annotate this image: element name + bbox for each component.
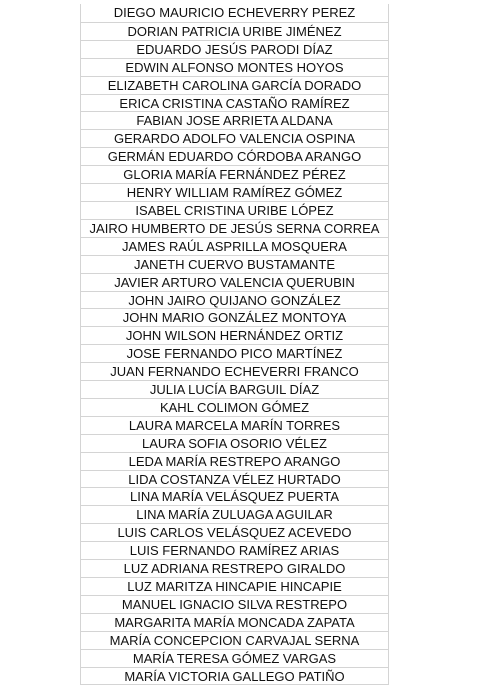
name-row: EDUARDO JESÚS PARODI DÍAZ — [81, 40, 388, 58]
name-row: GERMÁN EDUARDO CÓRDOBA ARANGO — [81, 147, 388, 165]
name-list — [80, 4, 389, 685]
name-row: MARÍA CONCEPCION CARVAJAL SERNA — [81, 631, 388, 649]
name-row: JUAN FERNANDO ECHEVERRI FRANCO — [81, 362, 388, 380]
name-row: LUIS FERNANDO RAMÍREZ ARIAS — [81, 541, 388, 559]
name-row: LAURA MARCELA MARÍN TORRES — [81, 416, 388, 434]
name-row: FABIAN JOSE ARRIETA ALDANA — [81, 111, 388, 129]
name-row: KAHL COLIMON GÓMEZ — [81, 398, 388, 416]
name-row: JANETH CUERVO BUSTAMANTE — [81, 255, 388, 273]
name-row: LIDA COSTANZA VÉLEZ HURTADO — [81, 470, 388, 488]
name-row: MARÍA TERESA GÓMEZ VARGAS — [81, 649, 388, 667]
name-row: JOHN MARIO GONZÁLEZ MONTOYA — [81, 308, 388, 326]
name-row: JOHN WILSON HERNÁNDEZ ORTIZ — [81, 326, 388, 344]
name-row: LUIS CARLOS VELÁSQUEZ ACEVEDO — [81, 523, 388, 541]
name-row: LUZ MARITZA HINCAPIE HINCAPIE — [81, 577, 388, 595]
name-row: GLORIA MARÍA FERNÁNDEZ PÉREZ — [81, 165, 388, 183]
name-row: LINA MARÍA ZULUAGA AGUILAR — [81, 505, 388, 523]
name-row: MARGARITA MARÍA MONCADA ZAPATA — [81, 613, 388, 631]
name-row: JAIRO HUMBERTO DE JESÚS SERNA CORREA — [81, 219, 388, 237]
name-row: ERICA CRISTINA CASTAÑO RAMÍREZ — [81, 94, 388, 112]
name-row: MANUEL IGNACIO SILVA RESTREPO — [81, 595, 388, 613]
name-row: DORIAN PATRICIA URIBE JIMÉNEZ — [81, 22, 388, 40]
name-row: GERARDO ADOLFO VALENCIA OSPINA — [81, 129, 388, 147]
name-row: EDWIN ALFONSO MONTES HOYOS — [81, 58, 388, 76]
name-row: LAURA SOFIA OSORIO VÉLEZ — [81, 434, 388, 452]
name-row: DIEGO MAURICIO ECHEVERRY PEREZ — [113, 5, 356, 20]
name-row: LINA MARÍA VELÁSQUEZ PUERTA — [81, 487, 388, 505]
name-row: JOHN JAIRO QUIJANO GONZÁLEZ — [81, 291, 388, 309]
name-row: MARÍA VICTORIA GALLEGO PATIÑO — [81, 667, 388, 685]
name-row: ISABEL CRISTINA URIBE LÓPEZ — [81, 201, 388, 219]
name-row: LUZ ADRIANA RESTREPO GIRALDO — [81, 559, 388, 577]
name-row: JOSE FERNANDO PICO MARTÍNEZ — [81, 344, 388, 362]
name-row: LEDA MARÍA RESTREPO ARANGO — [81, 452, 388, 470]
name-row: ELIZABETH CAROLINA GARCÍA DORADO — [81, 76, 388, 94]
name-row: JULIA LUCÍA BARGUIL DÍAZ — [81, 380, 388, 398]
name-row: HENRY WILLIAM RAMÍREZ GÓMEZ — [81, 183, 388, 201]
name-row: JAMES RAÚL ASPRILLA MOSQUERA — [81, 237, 388, 255]
name-row: JAVIER ARTURO VALENCIA QUERUBIN — [81, 273, 388, 291]
